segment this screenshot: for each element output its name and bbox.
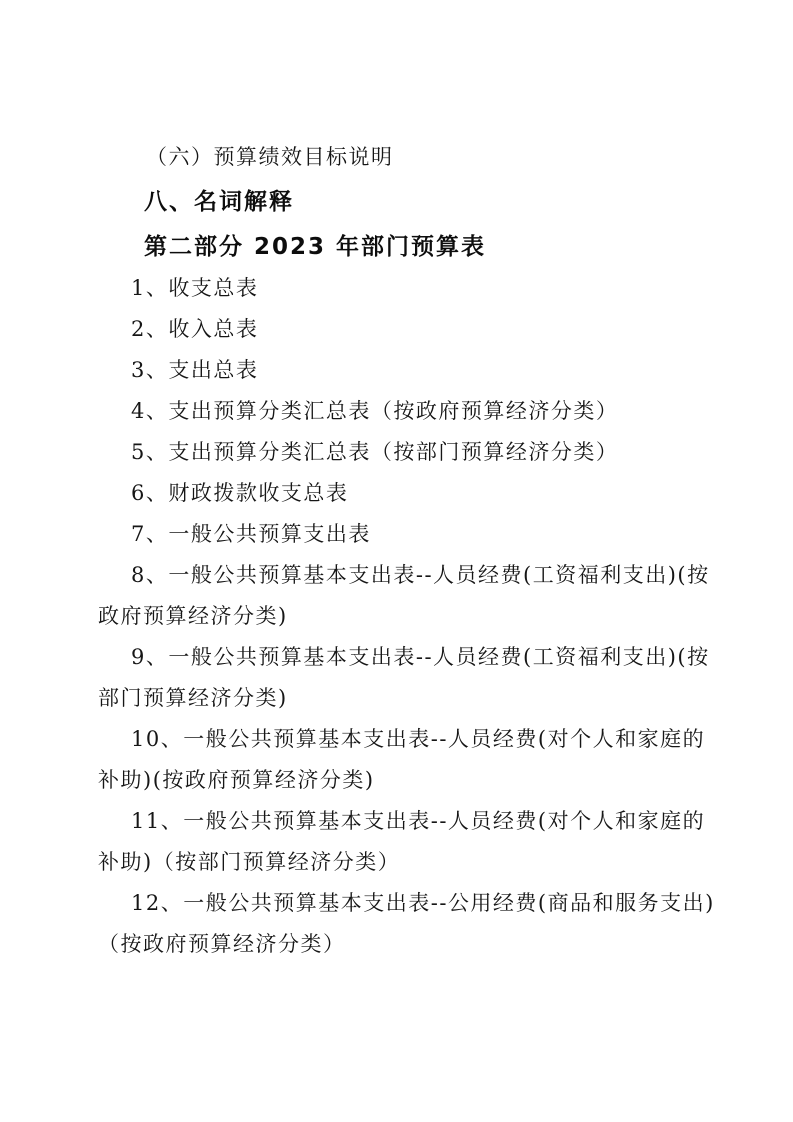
toc-item-9-line-2: 部门预算经济分类) [98,686,288,710]
toc-item-11-line-1: 11、一般公共预算基本支出表--人员经费(对个人和家庭的 [131,809,706,833]
toc-item-3: 3、支出总表 [131,358,259,382]
toc-item-10-line-1: 10、一般公共预算基本支出表--人员经费(对个人和家庭的 [131,727,706,751]
section-heading-part2-2023-budget-tables: 第二部分 2023 年部门预算表 [144,234,487,260]
toc-item-1: 1、收支总表 [131,276,259,300]
toc-item-7: 7、一般公共预算支出表 [131,522,371,546]
toc-item-9-line-1: 9、一般公共预算基本支出表--人员经费(工资福利支出)(按 [131,645,710,669]
toc-item-4: 4、支出预算分类汇总表（按政府预算经济分类） [131,399,619,423]
toc-item-10-line-2: 补助)(按政府预算经济分类) [98,768,375,792]
toc-item-8-line-1: 8、一般公共预算基本支出表--人员经费(工资福利支出)(按 [131,563,710,587]
toc-item-8-line-2: 政府预算经济分类) [98,604,288,628]
section-heading-8-glossary: 八、名词解释 [144,189,294,215]
toc-item-6: 6、财政拨款收支总表 [131,481,349,505]
toc-item-5: 5、支出预算分类汇总表（按部门预算经济分类） [131,440,619,464]
toc-item-6-budget-performance-notes: （六）预算绩效目标说明 [146,145,394,169]
toc-item-12-line-2: （按政府预算经济分类） [98,932,346,956]
toc-item-11-line-2: 补助)（按部门预算经济分类） [98,850,401,874]
toc-item-2: 2、收入总表 [131,317,259,341]
toc-item-12-line-1: 12、一般公共预算基本支出表--公用经费(商品和服务支出) [131,891,715,915]
